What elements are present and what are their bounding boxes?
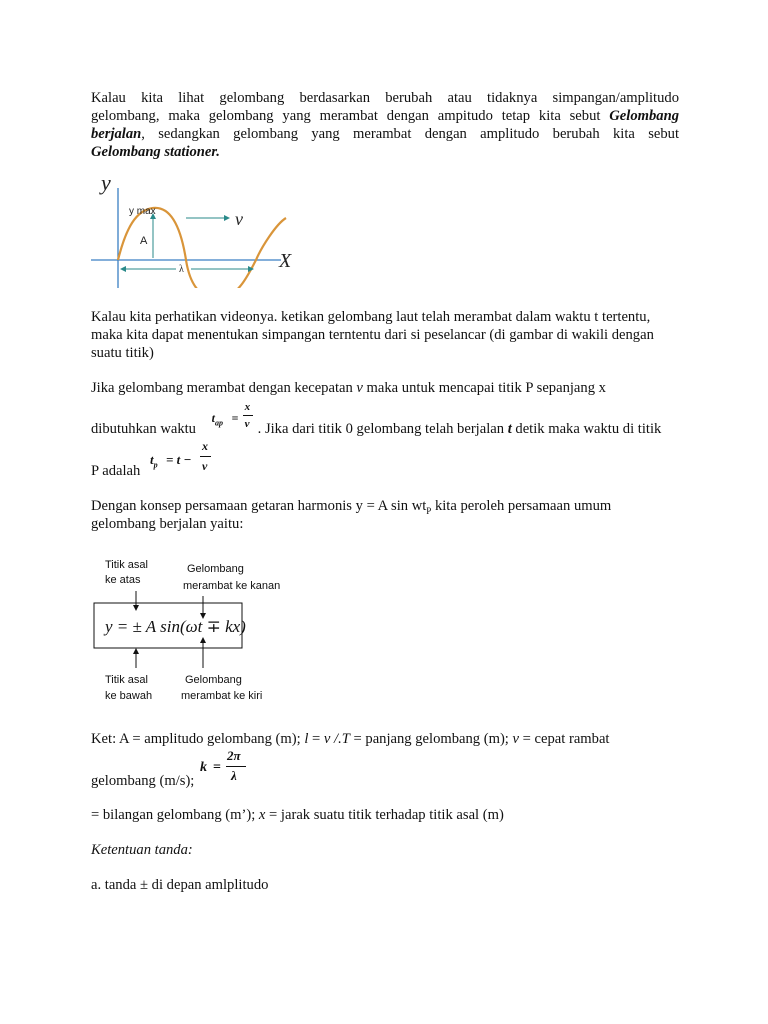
- label-merambat-kanan-1: Gelombang: [187, 563, 244, 575]
- formula-tap-eq: =: [231, 411, 239, 425]
- formula-k-lhs: k: [200, 760, 207, 775]
- para4-line-1-text: Dengan konsep persamaan getaran harmonis y = A sin wt: [91, 498, 427, 514]
- formula-tap-lhs: t: [211, 411, 215, 425]
- intro-line-2: [91, 108, 679, 126]
- var-l: l: [304, 731, 309, 747]
- formula-tp-num: x: [201, 439, 208, 453]
- ket-line-3: [91, 807, 679, 825]
- formula-k-den: λ: [231, 768, 237, 783]
- formula-tp-den: v: [201, 459, 208, 473]
- formula-tp: [149, 439, 212, 475]
- velocity-label: v: [235, 209, 243, 229]
- formula-tap-num: x: [244, 401, 251, 413]
- intro-line-1: Kalau kita lihat gelombang berdasarkan berubah atau tidaknya simpangan/amplitudo: [91, 90, 679, 106]
- para3-line-2-text: dibutuhkan waktu: [91, 421, 196, 437]
- term-gelombang: Gelombang: [609, 108, 679, 124]
- equation-figure: [91, 556, 311, 706]
- ket-line-3-rest: = jarak suatu titik terhadap titik asal (m): [265, 807, 504, 823]
- y-axis-label: y: [101, 170, 111, 195]
- formula-k-num: 2π: [227, 748, 241, 763]
- para2-line-2: maka kita dapat menentukan simpangan terntentu dari si peselancar (di gambar di wakili dengan: [91, 327, 654, 343]
- para3-line-2-rest: detik maka waktu di titik: [511, 421, 662, 437]
- ket-text-1: Ket: A = amplitudo gelombang (m);: [91, 731, 305, 747]
- intro-line-2-text: gelombang, maka gelombang yang merambat dengan ampitudo tetap kita sebut: [91, 108, 601, 124]
- ketentuan-heading: Ketentuan tanda:: [91, 842, 193, 858]
- sine-wave: [118, 208, 286, 288]
- var-v-ket: v: [512, 731, 519, 747]
- formula-k-eq: =: [213, 760, 221, 775]
- ket-line-1: [91, 731, 691, 749]
- label-titik-asal-atas-1: Titik asal: [105, 559, 148, 571]
- ymax-label: y max: [129, 206, 156, 217]
- equation-text: y = ± A sin(ωt ∓ kx): [105, 617, 246, 636]
- formula-tp-lhs: t: [149, 452, 154, 467]
- term-gelombang-stationer: Gelombang stationer.: [91, 144, 220, 160]
- para3-line-2-mid: . Jika dari titik 0 gelombang telah berjalan: [257, 421, 508, 437]
- ket-line-3-text: = bilangan gelombang (m’);: [91, 807, 259, 823]
- formula-tap-den: v: [244, 418, 250, 430]
- term-berjalan: berjalan: [91, 126, 142, 142]
- ket-line-2: gelombang (m/s);: [91, 773, 195, 789]
- para3-line-1-text: Jika gelombang merambat dengan kecepatan: [91, 380, 357, 396]
- intro-line-3-text: , sedangkan gelombang yang merambat dengan amplitudo berubah kita sebut: [141, 126, 679, 142]
- var-v: v: [356, 380, 363, 396]
- wave-figure: [91, 168, 311, 288]
- label-titik-asal-atas-2: ke atas: [105, 574, 141, 586]
- amplitude-label: A: [140, 235, 148, 247]
- var-t: t: [507, 421, 512, 437]
- para3-line-1: [91, 380, 679, 398]
- formula-tp-bar: [200, 456, 211, 457]
- formula-tp-eq: = t −: [165, 452, 192, 467]
- para4-sub: P: [426, 505, 432, 516]
- ket-text-4: = cepat rambat: [519, 731, 610, 747]
- para2-line-1: Kalau kita perhatikan videonya. ketikan gelombang laut telah merambat dalam waktu t tertentu,: [91, 309, 651, 325]
- para2-line-3: suatu titik): [91, 345, 154, 361]
- ket-text-2: =: [308, 731, 324, 747]
- label-titik-asal-bawah-1: Titik asal: [105, 674, 148, 686]
- var-x: x: [258, 807, 266, 823]
- para3-line-3: [91, 439, 212, 481]
- para4-line-1-rest: kita peroleh persamaan umum: [431, 498, 612, 514]
- var-vT: v /.T: [323, 731, 350, 747]
- label-merambat-kiri-1: Gelombang: [185, 674, 242, 686]
- label-titik-asal-bawah-2: ke bawah: [105, 690, 153, 702]
- para3-line-3-text: P adalah: [91, 463, 141, 479]
- intro-line-3: [91, 126, 679, 144]
- label-merambat-kanan-2: merambat ke kanan: [183, 580, 281, 592]
- label-merambat-kiri-2: merambat ke kiri: [181, 690, 263, 702]
- item-a: a. tanda ± di depan amlplitudo: [91, 877, 269, 893]
- para3-line-1-rest: maka untuk mencapai titik P sepanjang x: [362, 380, 606, 396]
- para4-line-2: gelombang berjalan yaitu:: [91, 516, 244, 532]
- formula-tap: [211, 401, 254, 433]
- para3-line-2: [91, 401, 662, 439]
- formula-tap-sub: ap: [214, 418, 223, 428]
- formula-tp-sub: p: [153, 460, 158, 470]
- wavelength-label: λ: [179, 264, 184, 275]
- x-axis-label: X: [279, 250, 292, 272]
- ket-text-3: = panjang gelombang (m);: [349, 731, 513, 747]
